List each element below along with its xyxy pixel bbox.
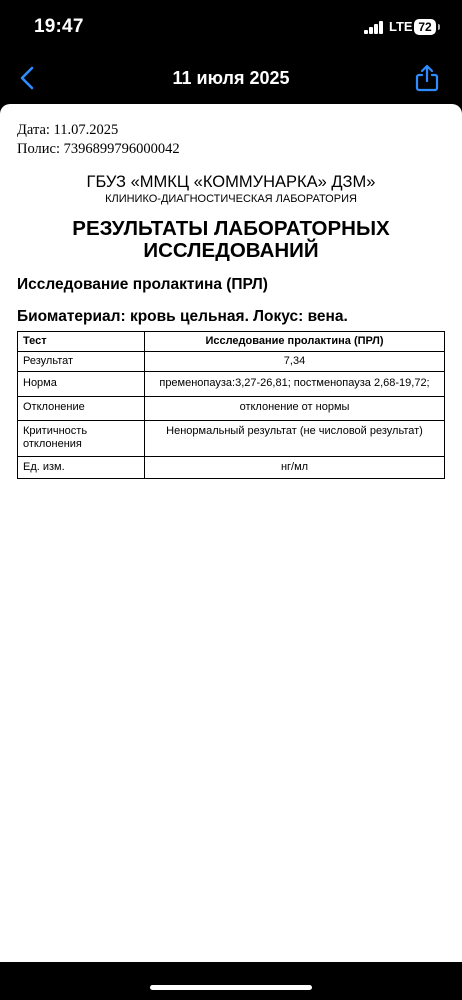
- heading-line-1: РЕЗУЛЬТАТЫ ЛАБОРАТОРНЫХ: [72, 217, 390, 240]
- table-cell-label: Результат: [18, 352, 145, 372]
- nav-bar: [0, 56, 462, 102]
- table-cell-value: отклонение от нормы: [145, 397, 445, 421]
- table-cell-label: Норма: [18, 372, 145, 397]
- date-line: Дата: 11.07.2025: [17, 122, 119, 138]
- table-row: [18, 372, 445, 397]
- organization-name: ГБУЗ «ММКЦ «КОММУНАРКА» ДЗМ»: [86, 173, 376, 191]
- signal-icon: [364, 21, 384, 34]
- table-cell-label: Критичность отклонения: [18, 421, 145, 457]
- table-row: [18, 457, 445, 479]
- laboratory-name: КЛИНИКО-ДИАГНОСТИЧЕСКАЯ ЛАБОРАТОРИЯ: [105, 193, 357, 205]
- table-cell-label: Отклонение: [18, 397, 145, 421]
- page-title: 11 июля 2025: [172, 68, 290, 88]
- table-row: [18, 397, 445, 421]
- status-bar: [0, 0, 462, 56]
- table-cell-label: Ед. изм.: [18, 457, 145, 479]
- home-indicator[interactable]: [150, 985, 312, 990]
- table-row: [18, 352, 445, 372]
- document-heading: [0, 218, 462, 262]
- heading-line-2: ИССЛЕДОВАНИЙ: [143, 239, 319, 262]
- biomaterial-line: Биоматериал: кровь цельная. Локус: вена.: [17, 308, 348, 325]
- table-row: [18, 421, 445, 457]
- battery-icon: 72: [414, 19, 436, 35]
- policy-line: Полис: 7396899796000042: [17, 141, 180, 157]
- document-meta: [17, 121, 180, 159]
- table-cell-value: пременопауза:3,27-26,81; постменопауза 2,68-19,72;: [145, 372, 445, 397]
- table-cell-value: нг/мл: [145, 457, 445, 479]
- table-cell-value: 7,34: [145, 352, 445, 372]
- table-header-row: [18, 332, 445, 352]
- table-cell-value: Ненормальный результат (не числовой результат): [145, 421, 445, 457]
- results-table: [17, 331, 445, 479]
- table-header-cell: Тест: [18, 332, 145, 352]
- network-type: LTE: [389, 19, 413, 34]
- status-time: 19:47: [34, 16, 84, 37]
- study-title: Исследование пролактина (ПРЛ): [17, 276, 268, 293]
- battery-tip: [438, 24, 440, 30]
- document-page[interactable]: [0, 104, 462, 962]
- share-icon[interactable]: [414, 64, 440, 92]
- table-header-cell: Исследование пролактина (ПРЛ): [145, 332, 445, 352]
